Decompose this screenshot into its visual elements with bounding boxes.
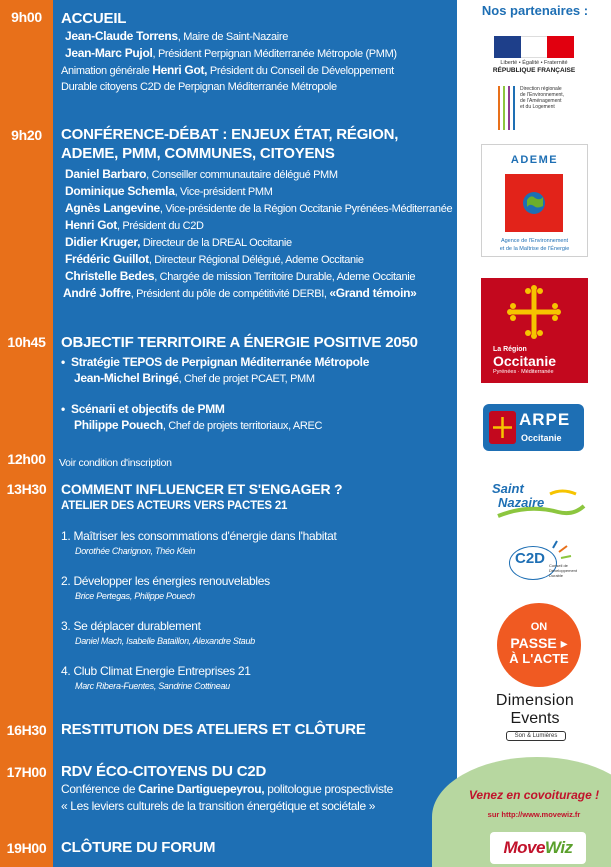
workshop-title: 3. Se déplacer durablement — [61, 619, 201, 633]
speaker-line: Animation générale Henri Got, Président du Conseil de Développement — [61, 63, 394, 77]
speaker-line: Jean-Michel Bringé, Chef de projet PCAET, PMM — [74, 371, 315, 385]
workshop-names: Daniel Mach, Isabelle Bataillon, Alexandre Staub — [75, 636, 255, 646]
speaker-line: Conférence de Carine Dartiguepeyrou, politologue prospectiviste — [61, 782, 393, 796]
saint-nazaire-logo: Saint Nazaire — [490, 480, 588, 530]
speaker-line: Dominique Schemla, Vice-président PMM — [65, 184, 273, 198]
slot-restitution — [61, 720, 455, 739]
slot-time: 10h45 — [7, 334, 46, 350]
republique-francaise-text: Liberté • Égalité • Fraternité RÉPUBLIQUE FRANÇAISE — [492, 60, 576, 74]
dreal-stripes-icon — [492, 82, 518, 132]
republique-francaise-logo — [494, 36, 574, 58]
covoiturage-title: Venez en covoiturage ! — [468, 788, 600, 802]
bullet-item: • Scénarii et objectifs de PMM — [61, 402, 225, 416]
slot-conference — [61, 125, 455, 302]
arpe-cross-icon — [489, 411, 516, 444]
speaker-line: Durable citoyens C2D de Perpignan Méditerranée Métropole — [61, 81, 337, 93]
speaker-line: Henri Got, Président du C2D — [65, 218, 204, 232]
bullet-item: • Stratégie TEPOS de Perpignan Méditerranée Métropole — [61, 355, 370, 369]
ademe-logo: ADEME Agence de l'Environnement et de la Maîtrise de l'Énergie — [481, 144, 588, 257]
movewiz-logo[interactable]: MoveWiz — [490, 832, 586, 864]
speaker-line: Philippe Pouech, Chef de projets territoriaux, AREC — [74, 418, 323, 432]
slot-time: 13H30 — [6, 481, 47, 497]
workshop-names: Dorothée Charignon, Théo Klein — [75, 546, 196, 556]
slot-objectif — [61, 333, 455, 434]
slot-time: 9h20 — [11, 127, 42, 143]
covoiturage-link[interactable]: sur http://www.movewiz.fr — [487, 810, 581, 819]
slot-title: ADEME, PMM, COMMUNES, CITOYENS — [61, 145, 335, 162]
dreal-logo: Direction régionale de l'Environnement, de l'Aménagement et du Logement — [492, 82, 584, 132]
slot-title: OBJECTIF TERRITOIRE A ÉNERGIE POSITIVE 2050 — [61, 334, 418, 351]
slot-rdv — [61, 762, 455, 815]
slot-cloture — [61, 838, 455, 857]
speaker-line: Christelle Bedes, Chargée de mission Territoire Durable, Ademe Occitanie — [65, 269, 416, 283]
quote-line: « Les leviers culturels de la transition énergétique et sociétale » — [61, 799, 376, 813]
speaker-line: Daniel Barbaro, Conseiller communautaire délégué PMM — [65, 167, 338, 181]
slot-title: CONFÉRENCE-DÉBAT : ENJEUX ÉTAT, RÉGION, — [61, 126, 399, 143]
slot-title: RDV ÉCO-CITOYENS DU C2D — [61, 763, 267, 780]
speaker-line: Frédéric Guillot, Directeur Régional Délégué, Ademe Occitanie — [65, 252, 364, 266]
speaker-line: Jean-Claude Torrens, Maire de Saint-Nazaire — [65, 29, 288, 43]
slot-time: 19H00 — [6, 840, 47, 856]
slot-time: 16H30 — [6, 722, 47, 738]
workshop-names: Marc Ribera-Fuentes, Sandrine Cottineau — [75, 681, 230, 691]
on-passe-a-lacte-logo: ON PASSE ▸ À L'ACTE — [497, 603, 581, 687]
slot-title: RESTITUTION DES ATELIERS ET CLÔTURE — [61, 721, 366, 738]
slot-title: CLÔTURE DU FORUM — [61, 839, 216, 856]
slot-ateliers — [61, 480, 455, 693]
workshop-title: 1. Maîtriser les consommations d'énergie dans l'habitat — [61, 529, 337, 543]
slot-subtitle: ATELIER DES ACTEURS VERS PACTES 21 — [61, 500, 288, 512]
slot-accueil — [61, 9, 455, 95]
workshop-title: 2. Développer les énergies renouvelables — [61, 574, 270, 588]
slot-title: COMMENT INFLUENCER ET S'ENGAGER ? — [61, 481, 343, 497]
speaker-line: Didier Kruger, Directeur de la DREAL Occitanie — [65, 235, 292, 249]
slot-time: 17H00 — [6, 764, 47, 780]
ademe-mark-icon — [505, 174, 563, 232]
speaker-line: Agnès Langevine, Vice-présidente de la Région Occitanie Pyrénées-Méditerranée — [65, 201, 453, 215]
arpe-occitanie-logo: ARPE Occitanie — [483, 404, 584, 451]
slot-time: 12h00 — [7, 451, 46, 467]
lunch-note: Voir condition d'inscription — [59, 457, 172, 469]
region-occitanie-logo: La Région Occitanie Pyrénées · Méditerranée — [481, 278, 588, 383]
c2d-logo: C2D Conseil de Développement Durable — [487, 538, 587, 590]
speaker-line: André Joffre, Président du pôle de compétitivité DERBI, «Grand témoin» — [63, 286, 417, 300]
slot-time: 9h00 — [11, 9, 42, 25]
partners-title: Nos partenaires : — [481, 3, 589, 18]
slot-title: ACCUEIL — [61, 10, 127, 27]
dimension-events-logo: Dimension Events Son & Lumières — [495, 692, 575, 739]
slot-lunch — [59, 453, 453, 471]
workshop-title: 4. Club Climat Energie Entreprises 21 — [61, 664, 251, 678]
occitan-cross-icon — [481, 278, 588, 346]
speaker-line: Jean-Marc Pujol, Président Perpignan Méditerranée Métropole (PMM) — [65, 46, 397, 60]
workshop-names: Brice Pertegas, Philippe Pouech — [75, 591, 195, 601]
